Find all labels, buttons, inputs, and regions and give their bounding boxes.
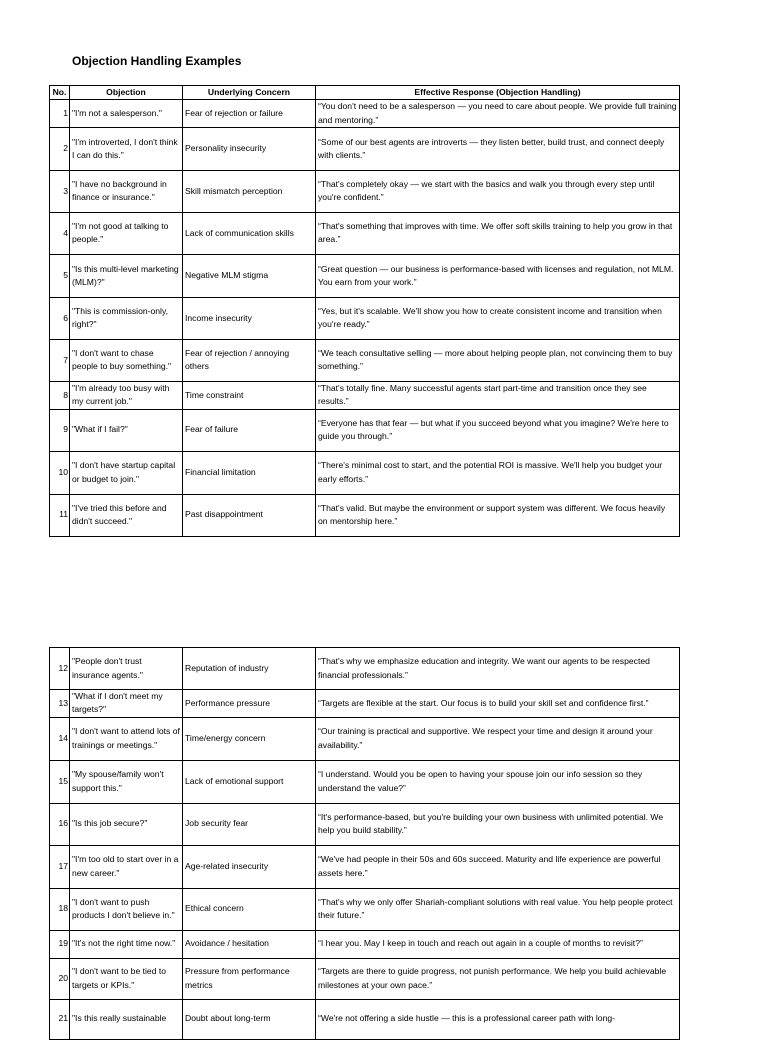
response-cell: “Great question — our business is performance-based with licenses and regulation, not MLM. You earn from your work.” [316,254,680,297]
row-number: 2 [50,127,70,170]
concern-cell: Fear of failure [183,409,316,451]
response-cell: “You don't need to be a salesperson — you need to care about people. We provide full training and mentoring.” [316,100,680,128]
response-cell: “It's performance-based, but you're building your own business with unlimited potential. We help you build stability.” [316,803,680,845]
concern-cell: Time/energy concern [183,717,316,760]
row-number: 15 [50,760,70,803]
objection-table-part-1 [49,85,680,537]
table-row [50,845,680,888]
concern-cell: Performance pressure [183,690,316,718]
response-cell: “That's why we emphasize education and integrity. We want our agents to be respected financial professionals.” [316,648,680,690]
row-number: 20 [50,958,70,999]
header-objection: Objection [70,86,183,100]
row-number: 7 [50,339,70,381]
row-number: 18 [50,888,70,930]
response-cell: “I understand. Would you be open to having your spouse join our info session so they understand the value?” [316,760,680,803]
table-row [50,451,680,494]
table-row [50,958,680,999]
concern-cell: Lack of emotional support [183,760,316,803]
row-number: 8 [50,381,70,409]
table-row [50,170,680,212]
response-cell: “That's totally fine. Many successful agents start part-time and transition once they see results.” [316,381,680,409]
concern-cell: Financial limitation [183,451,316,494]
response-cell: “Everyone has that fear — but what if you succeed beyond what you imagine? We're here to guide you through.” [316,409,680,451]
table-row [50,717,680,760]
objection-cell: "What if I don't meet my targets?" [70,690,183,718]
concern-cell: Personality insecurity [183,127,316,170]
response-cell: “That's something that improves with time. We offer soft skills training to help you grow in that area.” [316,212,680,254]
table-row [50,999,680,1039]
concern-cell: Avoidance / hesitation [183,930,316,958]
objection-cell: "I don't want to chase people to buy something." [70,339,183,381]
table-row [50,297,680,339]
table-row [50,127,680,170]
header-response: Effective Response (Objection Handling) [316,86,680,100]
response-cell: “There's minimal cost to start, and the potential ROI is massive. We'll help you budget your early efforts.” [316,451,680,494]
objection-cell: "What if I fail?" [70,409,183,451]
row-number: 3 [50,170,70,212]
response-cell: “Targets are there to guide progress, not punish performance. We help you build achievable milestones at your own pace.” [316,958,680,999]
response-cell: “Our training is practical and supportive. We respect your time and design it around your availability.” [316,717,680,760]
response-cell: “That's completely okay — we start with the basics and walk you through every step until you're confident.” [316,170,680,212]
table-row [50,648,680,690]
table-row [50,254,680,297]
objection-cell: "Is this job secure?" [70,803,183,845]
concern-cell: Income insecurity [183,297,316,339]
row-number: 12 [50,648,70,690]
row-number: 13 [50,690,70,718]
row-number: 17 [50,845,70,888]
row-number: 10 [50,451,70,494]
concern-cell: Pressure from performance metrics [183,958,316,999]
concern-cell: Doubt about long-term [183,999,316,1039]
objection-cell: "I don't want to be tied to targets or KPIs." [70,958,183,999]
response-cell: “We've had people in their 50s and 60s succeed. Maturity and life experience are powerful assets here.” [316,845,680,888]
objection-cell: "I'm too old to start over in a new career." [70,845,183,888]
response-cell: “That's why we only offer Shariah-compliant solutions with real value. You help people protect their future.” [316,888,680,930]
row-number: 6 [50,297,70,339]
table-row [50,409,680,451]
concern-cell: Negative MLM stigma [183,254,316,297]
objection-cell: "I don't want to attend lots of trainings or meetings." [70,717,183,760]
objection-cell: "I'm already too busy with my current job." [70,381,183,409]
response-cell: “I hear you. May I keep in touch and reach out again in a couple of months to revisit?” [316,930,680,958]
objection-cell: "My spouse/family won't support this." [70,760,183,803]
objection-cell: "This is commission-only, right?" [70,297,183,339]
objection-cell: "I don't have startup capital or budget to join." [70,451,183,494]
concern-cell: Ethical concern [183,888,316,930]
table-row [50,494,680,536]
objection-cell: "I'm not a salesperson." [70,100,183,128]
row-number: 14 [50,717,70,760]
table-row [50,100,680,128]
objection-cell: "I'm introverted, I don't think I can do this." [70,127,183,170]
row-number: 1 [50,100,70,128]
table-row [50,339,680,381]
concern-cell: Age-related insecurity [183,845,316,888]
concern-cell: Reputation of industry [183,648,316,690]
objection-cell: "I'm not good at talking to people." [70,212,183,254]
response-cell: “Some of our best agents are introverts — they listen better, build trust, and connect deeply with clients.” [316,127,680,170]
row-number: 11 [50,494,70,536]
row-number: 4 [50,212,70,254]
row-number: 5 [50,254,70,297]
response-cell: “Yes, but it's scalable. We'll show you how to create consistent income and transition when you're ready.” [316,297,680,339]
concern-cell: Lack of communication skills [183,212,316,254]
objection-table-part-2 [49,647,680,1040]
header-no: No. [50,86,70,100]
table-row [50,760,680,803]
objection-cell: "I have no background in finance or insurance." [70,170,183,212]
concern-cell: Skill mismatch perception [183,170,316,212]
objection-cell: "It's not the right time now." [70,930,183,958]
table-row [50,930,680,958]
concern-cell: Fear of rejection / annoying others [183,339,316,381]
objection-cell: "I've tried this before and didn't succeed." [70,494,183,536]
concern-cell: Time constraint [183,381,316,409]
objection-cell: "Is this multi-level marketing (MLM)?" [70,254,183,297]
table-row [50,803,680,845]
table-row [50,690,680,718]
row-number: 19 [50,930,70,958]
concern-cell: Fear of rejection or failure [183,100,316,128]
concern-cell: Past disappointment [183,494,316,536]
response-cell: “We teach consultative selling — more about helping people plan, not convincing them to buy something.” [316,339,680,381]
row-number: 21 [50,999,70,1039]
page-title: Objection Handling Examples [72,54,242,68]
header-row [50,86,680,100]
objection-cell: "Is this really sustainable [70,999,183,1039]
header-concern: Underlying Concern [183,86,316,100]
concern-cell: Job security fear [183,803,316,845]
table-row [50,381,680,409]
row-number: 16 [50,803,70,845]
table-row [50,888,680,930]
objection-cell: "I don't want to push products I don't believe in." [70,888,183,930]
objection-cell: "People don't trust insurance agents." [70,648,183,690]
table-row [50,212,680,254]
response-cell: “That's valid. But maybe the environment or support system was different. We focus heavily on mentorship here.” [316,494,680,536]
response-cell: “Targets are flexible at the start. Our focus is to build your skill set and confidence first.” [316,690,680,718]
response-cell: “We're not offering a side hustle — this is a professional career path with long- [316,999,680,1039]
row-number: 9 [50,409,70,451]
